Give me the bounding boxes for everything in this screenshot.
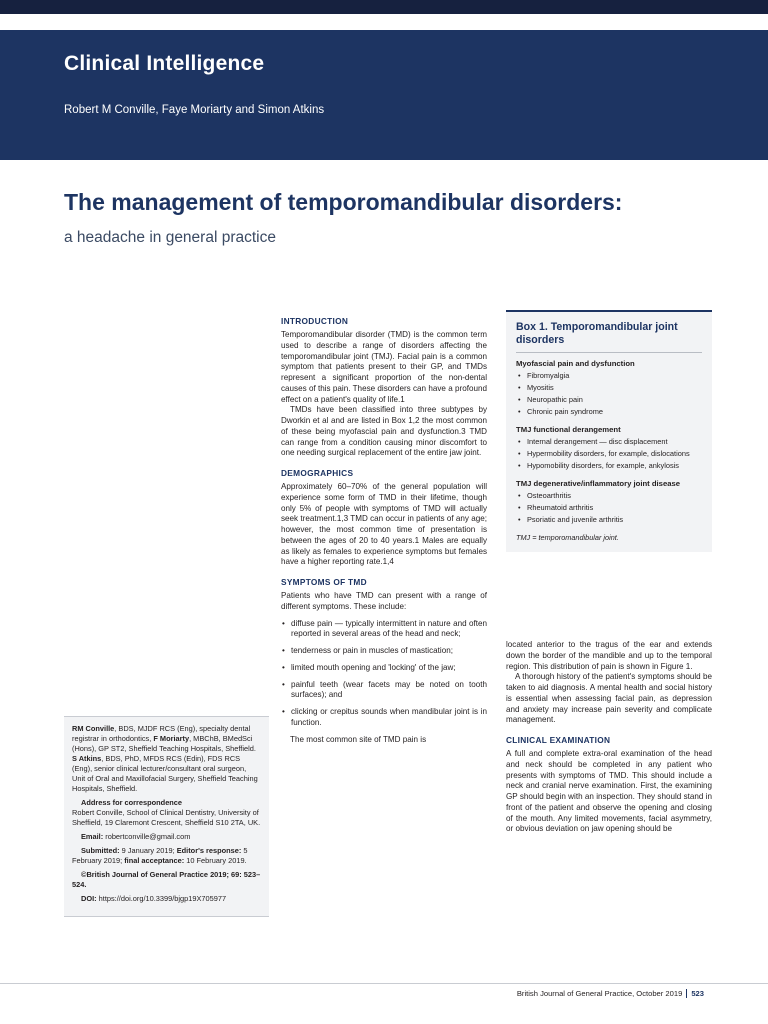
list-item: • Psoriatic and juvenile arthritis bbox=[516, 515, 702, 525]
list-item: • Chronic pain syndrome bbox=[516, 407, 702, 417]
doi-line bbox=[72, 894, 261, 904]
symptoms-closing-paragraph: The most common site of TMD pain is bbox=[290, 734, 427, 744]
list-item: • Hypomobility disorders, for example, ankylosis bbox=[516, 461, 702, 471]
top-dark-bar bbox=[0, 0, 768, 14]
box-1-group-list bbox=[516, 437, 702, 471]
box-1-group-list bbox=[516, 491, 702, 525]
title-block bbox=[64, 188, 684, 247]
box-1-group-list bbox=[516, 371, 702, 417]
box-1-group-heading: TMJ functional derangement bbox=[516, 425, 621, 435]
list-item: • diffuse pain — typically intermittent in nature and often reported in several areas of the head and neck; bbox=[281, 619, 487, 641]
author-1-name: RM Conville bbox=[72, 724, 115, 733]
box-1-tmj-disorders bbox=[506, 310, 712, 552]
header-authors: Robert M Conville, Faye Moriarty and Simon Atkins bbox=[64, 104, 325, 116]
submitted-label: Submitted: bbox=[81, 845, 120, 855]
column-two bbox=[281, 316, 487, 745]
intro-paragraph-2: TMDs have been classified into three subtypes by Dworkin et al and are listed in Box 1,2 the most common of these being myofascial pain and dysfunction.3 TMD can range from a condition causing minor discomfort to one needing surgical replacement of the entire jaw joint. bbox=[281, 405, 487, 458]
column-three-paragraph-2: A thorough history of the patient's symptoms should be taken to aid diagnosis. A mental health and social history is essential when assessing facial pain, as depression and anxiety may increase pain severity and complicate management. bbox=[506, 672, 712, 725]
page-subtitle: a headache in general practice bbox=[64, 228, 276, 246]
symptoms-list bbox=[281, 619, 487, 729]
article-header bbox=[0, 30, 768, 160]
copyright-text: ©British Journal of General Practice 2019; 69: 523–524. bbox=[72, 869, 261, 889]
author-3-name: S Atkins bbox=[72, 753, 102, 763]
list-item: • Hypermobility disorders, for example, dislocations bbox=[516, 449, 702, 459]
page-footer bbox=[0, 983, 768, 998]
email-block bbox=[72, 832, 261, 842]
author-2-credentials: , MBChB, BMedSci (Hons), GP ST2, Sheffield Teaching Hospitals, Sheffield. bbox=[72, 733, 256, 753]
section-heading-demographics: DEMOGRAPHICS bbox=[281, 468, 354, 479]
section-heading-introduction: INTRODUCTION bbox=[281, 316, 349, 326]
list-item: • Internal derangement — disc displacement bbox=[516, 437, 702, 447]
address-block bbox=[72, 798, 261, 828]
author-3-credentials: , BDS, PhD, MFDS RCS (Edin), FDS RCS (Eng), senior clinical lecturer/consultant oral surgeon, Unit of Oral and Maxillofacial Surgery, Sheffield Teaching Hospitals, Sheffield. bbox=[72, 753, 258, 793]
address-text: Robert Conville, School of Clinical Dentistry, University of Sheffield, 19 Claremont Crescent, Sheffield S10 2TA, UK. bbox=[72, 807, 261, 827]
list-item: • Neuropathic pain bbox=[516, 395, 702, 405]
list-item: • clicking or crepitus sounds when mandibular joint is in function. bbox=[281, 707, 487, 729]
section-spacer-2 bbox=[281, 568, 487, 577]
box-1-title: Box 1. Temporomandibular joint disorders bbox=[516, 321, 678, 346]
email-label: Email: bbox=[81, 831, 104, 841]
footer-journal: British Journal of General Practice, October 2019 bbox=[516, 989, 683, 998]
doi-value[interactable]: https://doi.org/10.3399/bjgp19X705977 bbox=[96, 893, 227, 903]
column-three-paragraph-1: located anterior to the tragus of the ear and extends down the border of the mandible and up to the temporal region. This distribution of pain is shown in Figure 1. bbox=[506, 640, 712, 671]
header-kicker: Clinical Intelligence bbox=[64, 52, 265, 75]
list-item: • Rheumatoid arthritis bbox=[516, 503, 702, 513]
intro-paragraph-1: Temporomandibular disorder (TMD) is the common term used to describe a range of disorders affecting the temporomandibular joint (TMJ). Facial pain is a common symptom that patients present to their GP, and TMDs represent a significant proportion of the non-dental causes of this pain. These disorders can have a profound effect on a patient's quality of life.1 bbox=[281, 330, 487, 404]
section-spacer bbox=[281, 459, 487, 468]
page-number: 523 bbox=[686, 989, 704, 998]
list-item: • tenderness or pain in muscles of mastication; bbox=[281, 646, 487, 657]
clinical-examination-paragraph: A full and complete extra-oral examination of the head and neck should be completed in any patient who presents with symptoms of TMD. This should include a neck and cranial nerve examination. First, the examining GP should begin with an inspection. They should stand in front of the patient and observe the opening and closing of the mouth. Any limited movements, facial asymmetry, or obvious deviation on jaw opening should be bbox=[506, 749, 712, 834]
author-credentials bbox=[72, 724, 261, 794]
symptoms-intro: Patients who have TMD can present with a range of different symptoms. These include: bbox=[281, 591, 487, 611]
list-item: • painful teeth (wear facets may be noted on tooth surfaces); and bbox=[281, 680, 487, 702]
box-1-group-heading: TMJ degenerative/inflammatory joint disease bbox=[516, 479, 681, 489]
final-acceptance-label: final acceptance: bbox=[124, 855, 185, 865]
editors-response-label: Editor's response: bbox=[176, 845, 242, 855]
box-1-footnote: TMJ = temporomandibular joint. bbox=[516, 533, 619, 543]
list-item: • limited mouth opening and 'locking' of the jaw; bbox=[281, 663, 487, 674]
box-1-divider bbox=[516, 352, 702, 353]
column-one bbox=[64, 716, 269, 917]
section-heading-clinical-examination: CLINICAL EXAMINATION bbox=[506, 735, 611, 745]
author-1-credentials: , BDS, MJDF RCS (Eng), specialty dental registrar in orthodontics, bbox=[72, 724, 251, 743]
demographics-paragraph-1: Approximately 60–70% of the general population will experience some form of TMD in their lifetime, though only 5% of people with symptoms of TMD will actually seek treatment.1,3 TMD can occur in patients of any age; however, the most common time of presentation is between the ages of 20 to 40 years.1 Males are equally as likely as females to experience symptoms but females have a higher reporting rate.1,4 bbox=[281, 482, 487, 567]
list-item: • Fibromyalgia bbox=[516, 371, 702, 381]
author-info-box bbox=[64, 716, 269, 917]
column-three bbox=[506, 640, 712, 835]
author-2-name: F Moriarty bbox=[153, 733, 190, 743]
section-heading-symptoms: SYMPTOMS OF TMD bbox=[281, 577, 367, 588]
address-label: Address for correspondence bbox=[81, 797, 183, 807]
page-title: The management of temporomandibular disorders: bbox=[64, 189, 623, 215]
list-item: • Osteoarthritis bbox=[516, 491, 702, 501]
final-acceptance-value: 10 February 2019. bbox=[184, 855, 247, 865]
submitted-value: 9 January 2019; bbox=[119, 845, 177, 855]
section-spacer-3 bbox=[506, 726, 712, 735]
copyright-line bbox=[72, 870, 261, 890]
list-item: • Myositis bbox=[516, 383, 702, 393]
doi-label: DOI: bbox=[81, 893, 97, 903]
editors-response-value: 5 February 2019; bbox=[72, 845, 248, 865]
dates-block bbox=[72, 846, 261, 866]
email-value[interactable]: robertconville@gmail.com bbox=[105, 831, 191, 841]
box-1-group-heading: Myofascial pain and dysfunction bbox=[516, 359, 635, 369]
